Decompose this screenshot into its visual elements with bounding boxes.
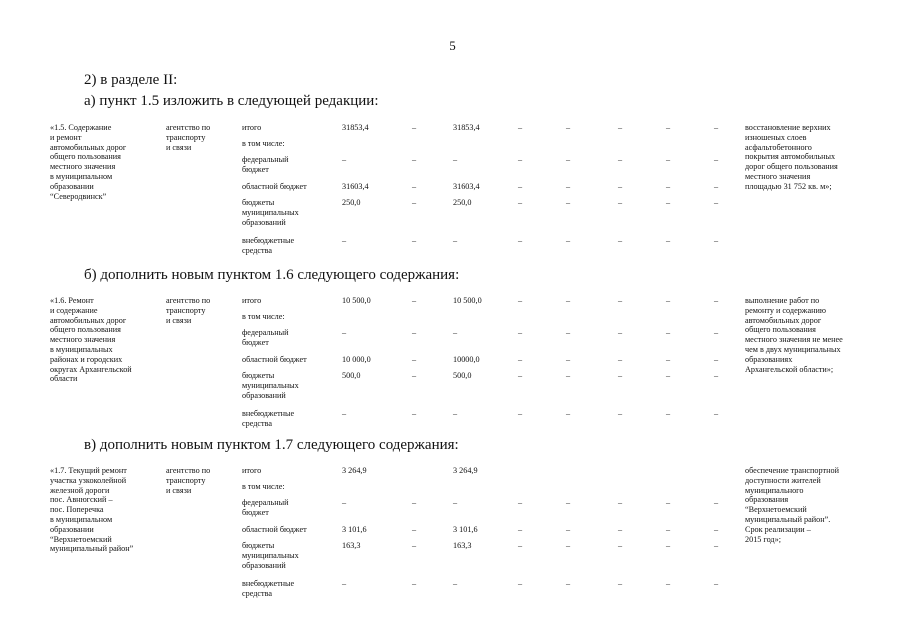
total-value: 31853,4 bbox=[342, 123, 369, 132]
funding-source-label: итого bbox=[242, 123, 262, 132]
value-cell: – bbox=[665, 498, 671, 507]
value-cell: – bbox=[617, 409, 623, 418]
value-cell: – bbox=[565, 123, 571, 132]
value-cell: – bbox=[565, 371, 571, 380]
value-cell: 31603,4 bbox=[453, 182, 480, 191]
value-cell: – bbox=[565, 236, 571, 245]
value-cell: – bbox=[517, 123, 523, 132]
value-cell: – bbox=[713, 355, 719, 364]
total-value: 31603,4 bbox=[342, 182, 369, 191]
value-cell: – bbox=[713, 541, 719, 550]
funding-source-label: в том числе: bbox=[242, 312, 285, 321]
value-cell: 31853,4 bbox=[453, 123, 480, 132]
value-cell: – bbox=[453, 579, 458, 588]
value-cell: – bbox=[411, 371, 417, 380]
value-cell: 10 500,0 bbox=[453, 296, 482, 305]
value-cell: – bbox=[665, 409, 671, 418]
value-cell: – bbox=[617, 525, 623, 534]
value-cell: – bbox=[411, 355, 417, 364]
value-cell: – bbox=[713, 371, 719, 380]
total-value: – bbox=[342, 579, 347, 588]
total-value: 3 101,6 bbox=[342, 525, 367, 534]
total-value: 250,0 bbox=[342, 198, 361, 207]
funding-source-label: бюджеты муниципальных образований bbox=[242, 198, 299, 227]
value-cell: – bbox=[565, 328, 571, 337]
value-cell: – bbox=[411, 579, 417, 588]
funding-source-label: областной бюджет bbox=[242, 525, 307, 534]
value-cell: – bbox=[453, 328, 458, 337]
expected-result: обеспечение транспортной доступности жителей муниципального образования “Верхнетоемский муниципальный район”. Срок реализации – 2015 год»; bbox=[745, 466, 839, 544]
funding-source-label: федеральный бюджет bbox=[242, 155, 289, 174]
value-cell: 10000,0 bbox=[453, 355, 480, 364]
value-cell: – bbox=[713, 198, 719, 207]
value-cell: – bbox=[565, 296, 571, 305]
subsection-c-heading: в) дополнить новым пунктом 1.7 следующего содержания: bbox=[84, 437, 459, 453]
funding-source-label: внебюджетные средства bbox=[242, 409, 295, 428]
value-cell: – bbox=[617, 328, 623, 337]
value-cell: – bbox=[665, 371, 671, 380]
value-cell: – bbox=[617, 498, 623, 507]
page-number: 5 bbox=[449, 38, 456, 53]
value-cell: – bbox=[565, 541, 571, 550]
value-cell: – bbox=[665, 541, 671, 550]
subsection-b-heading: б) дополнить новым пунктом 1.6 следующего содержания: bbox=[84, 267, 460, 283]
total-value: – bbox=[342, 328, 347, 337]
total-value: – bbox=[342, 236, 347, 245]
value-cell: – bbox=[617, 541, 623, 550]
value-cell: – bbox=[665, 525, 671, 534]
value-cell: 3 264,9 bbox=[453, 466, 478, 475]
funding-source-label: итого bbox=[242, 296, 262, 305]
total-value: 3 264,9 bbox=[342, 466, 367, 475]
value-cell: – bbox=[411, 155, 417, 164]
value-cell: – bbox=[665, 579, 671, 588]
total-value: 163,3 bbox=[342, 541, 361, 550]
value-cell: – bbox=[517, 371, 523, 380]
value-cell: – bbox=[411, 296, 417, 305]
value-cell: – bbox=[713, 579, 719, 588]
value-cell: – bbox=[713, 296, 719, 305]
value-cell: – bbox=[411, 525, 417, 534]
item-name: «1.7. Текущий ремонт участка узкоколейной железной дороги пос. Авнюгский – пос. Поперечка в муниципальном образовании “Верхнетоемский муниципальный район” bbox=[50, 466, 134, 554]
value-cell: – bbox=[665, 123, 671, 132]
value-cell: – bbox=[565, 198, 571, 207]
funding-source-label: областной бюджет bbox=[242, 182, 307, 191]
value-cell: – bbox=[411, 328, 417, 337]
funding-source-label: в том числе: bbox=[242, 139, 285, 148]
value-cell: – bbox=[411, 541, 417, 550]
value-cell: – bbox=[665, 296, 671, 305]
funding-source-label: федеральный бюджет bbox=[242, 498, 289, 517]
value-cell: – bbox=[713, 123, 719, 132]
funding-source-label: в том числе: bbox=[242, 482, 285, 491]
value-cell: – bbox=[617, 123, 623, 132]
total-value: – bbox=[342, 155, 347, 164]
value-cell: – bbox=[517, 328, 523, 337]
value-cell: – bbox=[517, 355, 523, 364]
value-cell: – bbox=[517, 525, 523, 534]
value-cell: – bbox=[713, 525, 719, 534]
value-cell: – bbox=[517, 236, 523, 245]
value-cell: – bbox=[665, 328, 671, 337]
funding-source-label: внебюджетные средства bbox=[242, 579, 295, 598]
total-value: 10 000,0 bbox=[342, 355, 371, 364]
subsection-a-heading: а) пункт 1.5 изложить в следующей редакции: bbox=[84, 93, 379, 109]
value-cell: 3 101,6 bbox=[453, 525, 478, 534]
value-cell: – bbox=[453, 155, 458, 164]
value-cell: – bbox=[617, 579, 623, 588]
value-cell: – bbox=[453, 409, 458, 418]
expected-result: восстановление верхних изношеных слоев асфальтобетонного покрытия автомобильных дорог общего пользования местного значения площадью 31 752 кв. м»; bbox=[745, 123, 838, 191]
value-cell: – bbox=[411, 498, 417, 507]
value-cell: – bbox=[517, 155, 523, 164]
value-cell: 500,0 bbox=[453, 371, 472, 380]
value-cell: – bbox=[517, 296, 523, 305]
item-name: «1.5. Содержание и ремонт автомобильных дорог общего пользования местного значения в муниципальном образовании “Северодвинск” bbox=[50, 123, 127, 201]
total-value: 10 500,0 bbox=[342, 296, 371, 305]
value-cell: – bbox=[517, 579, 523, 588]
value-cell: – bbox=[565, 525, 571, 534]
funding-source-label: федеральный бюджет bbox=[242, 328, 289, 347]
total-value: – bbox=[342, 409, 347, 418]
value-cell: – bbox=[665, 155, 671, 164]
funding-source-label: итого bbox=[242, 466, 262, 475]
value-cell: – bbox=[411, 182, 417, 191]
value-cell: – bbox=[517, 498, 523, 507]
expected-result: выполнение работ по ремонту и содержанию автомобильных дорог общего пользования местного значения не менее чем в двух муниципальных образованиях Архангельской области»; bbox=[745, 296, 843, 374]
value-cell: – bbox=[411, 123, 417, 132]
value-cell: – bbox=[617, 371, 623, 380]
agency: агентство по транспорту и связи bbox=[166, 296, 211, 325]
value-cell: – bbox=[411, 198, 417, 207]
value-cell: – bbox=[617, 355, 623, 364]
funding-source-label: бюджеты муниципальных образований bbox=[242, 541, 299, 570]
value-cell: – bbox=[665, 355, 671, 364]
value-cell: – bbox=[453, 236, 458, 245]
value-cell: – bbox=[617, 182, 623, 191]
value-cell: – bbox=[713, 328, 719, 337]
value-cell: – bbox=[565, 409, 571, 418]
value-cell: – bbox=[665, 198, 671, 207]
funding-source-label: внебюджетные средства bbox=[242, 236, 295, 255]
value-cell: – bbox=[665, 236, 671, 245]
value-cell: – bbox=[565, 182, 571, 191]
agency: агентство по транспорту и связи bbox=[166, 123, 211, 152]
value-cell: – bbox=[565, 579, 571, 588]
value-cell: – bbox=[617, 155, 623, 164]
value-cell: – bbox=[713, 236, 719, 245]
value-cell: – bbox=[617, 236, 623, 245]
funding-source-label: бюджеты муниципальных образований bbox=[242, 371, 299, 400]
agency: агентство по транспорту и связи bbox=[166, 466, 211, 495]
value-cell: – bbox=[517, 182, 523, 191]
funding-source-label: областной бюджет bbox=[242, 355, 307, 364]
value-cell: – bbox=[411, 236, 417, 245]
value-cell: – bbox=[517, 541, 523, 550]
value-cell: – bbox=[517, 198, 523, 207]
item-name: «1.6. Ремонт и содержание автомобильных дорог общего пользования местного значения в муниципальных районах и городских округах Архангельской области bbox=[50, 296, 132, 384]
total-value: 500,0 bbox=[342, 371, 361, 380]
value-cell: – bbox=[713, 498, 719, 507]
total-value: – bbox=[342, 498, 347, 507]
value-cell: 250,0 bbox=[453, 198, 472, 207]
value-cell: – bbox=[665, 182, 671, 191]
value-cell: – bbox=[565, 498, 571, 507]
value-cell: – bbox=[453, 498, 458, 507]
value-cell: – bbox=[517, 409, 523, 418]
value-cell: – bbox=[411, 409, 417, 418]
value-cell: – bbox=[713, 409, 719, 418]
section-heading: 2) в разделе II: bbox=[84, 72, 178, 88]
value-cell: – bbox=[617, 198, 623, 207]
value-cell: – bbox=[713, 155, 719, 164]
value-cell: – bbox=[565, 355, 571, 364]
value-cell: – bbox=[565, 155, 571, 164]
value-cell: – bbox=[713, 182, 719, 191]
value-cell: 163,3 bbox=[453, 541, 472, 550]
value-cell: – bbox=[617, 296, 623, 305]
